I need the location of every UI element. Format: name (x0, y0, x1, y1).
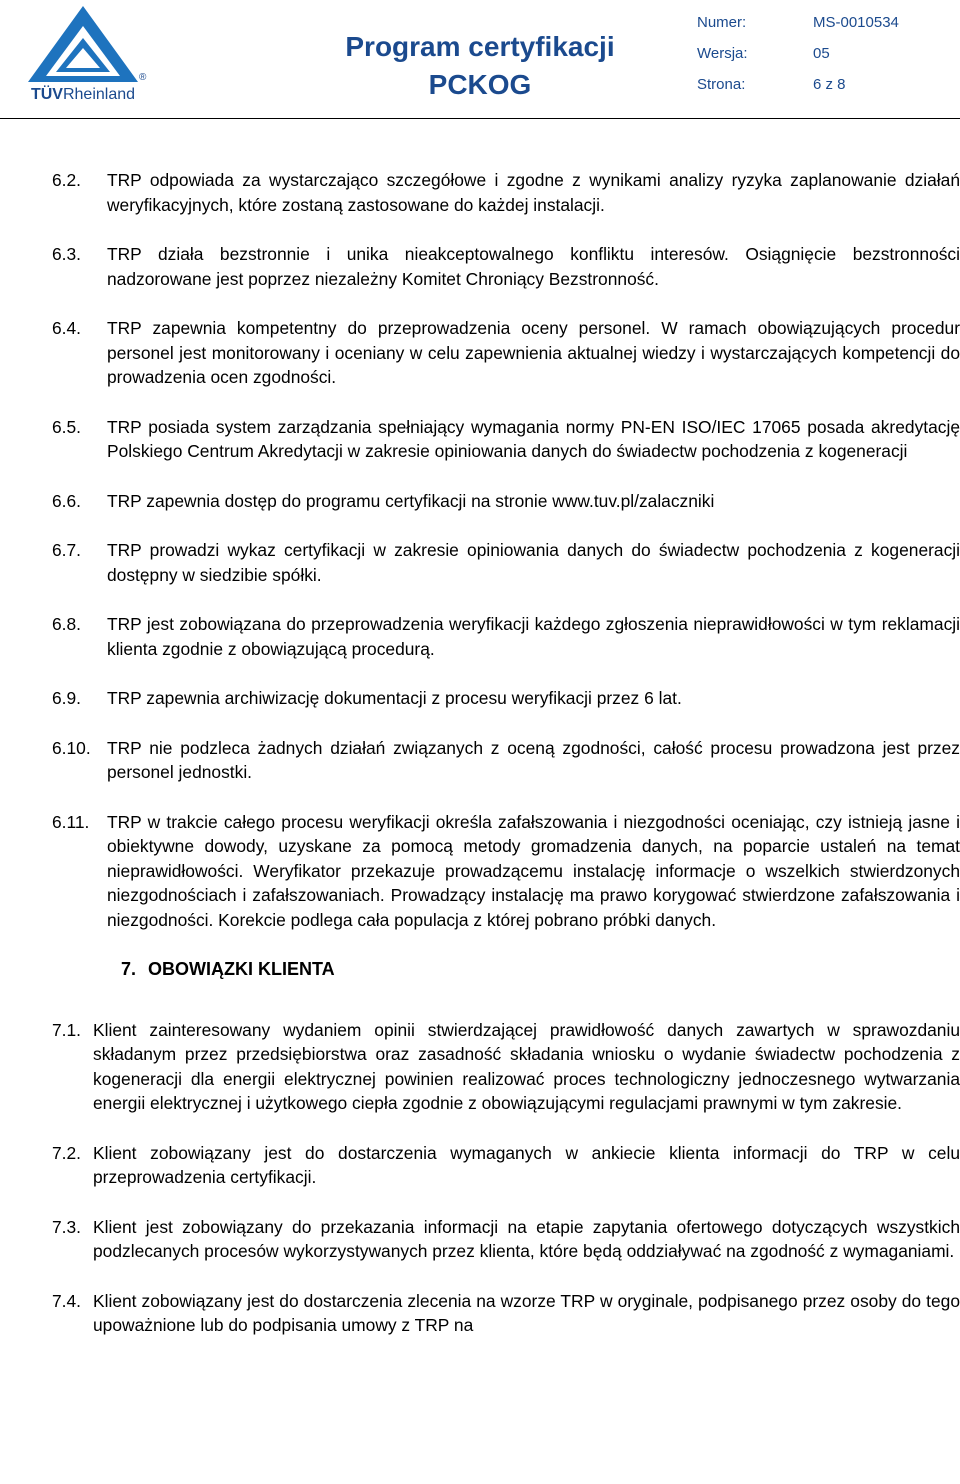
list-item (52, 1215, 960, 1264)
meta-value: 6 z 8 (813, 76, 846, 93)
meta-label: Wersja: (697, 45, 748, 62)
title-line-2: PCKOG (428, 69, 532, 100)
item-text: TRP prowadzi wykaz certyfikacji w zakresie opiniowania danych do świadectw pochodzenia z kogeneracji dostępny w siedzibie spółki. (107, 540, 960, 585)
item-number: 6.9. (52, 688, 82, 708)
item-text: Klient zainteresowany wydaniem opinii stwierdzającej prawidłowość danych zawartych w sprawozdaniu składanym przez przedsiębiorstwa oraz zasadność składania wniosku o wydanie świadectw pochodzenia z kogeneracji dla energii elektrycznej powinien realizować proces technologiczny jednoczesnego wytwarzania energii elektrycznej i użytkowego ciepła zgodnie z obowiązującymi regulacjami prawnymi w tym zakresie. (93, 1019, 960, 1113)
meta-value: MS-0010534 (813, 14, 899, 31)
document-body (52, 168, 960, 1363)
item-text: Klient jest zobowiązany do przekazania informacji na etapie zapytania ofertowego dotyczących wszystkich podzlecanych procesów wykorzystywanych przez klienta, które będą oddziaływać na zgodność z wymaganiami. (93, 1216, 960, 1261)
item-number: 6.2. (52, 170, 82, 190)
meta-row-number (697, 10, 960, 41)
item-number: 6.5. (52, 416, 82, 437)
list-item (52, 415, 960, 464)
meta-label: Numer: (697, 14, 747, 31)
meta-value: 05 (813, 45, 830, 62)
item-text: TRP posiada system zarządzania spełniający wymagania normy PN-EN ISO/IEC 17065 posada akredytację Polskiego Centrum Akredytacji w zakresie opiniowania danych do świadectw pochodzenia z kogeneracji (107, 416, 960, 461)
section-6-list (52, 168, 960, 932)
item-text: TRP jest zobowiązana do przeprowadzenia weryfikacji każdego zgłoszenia nieprawidłowości w tym reklamacji klienta zgodnie z obowiązującą procedurą. (107, 614, 960, 659)
item-number: 6.10. (52, 737, 91, 758)
item-number: 7.4. (52, 1290, 82, 1311)
list-item (52, 316, 960, 390)
item-text: TRP zapewnia dostęp do programu certyfikacji na stronie www.tuv.pl/zalaczniki (107, 490, 715, 511)
section-title: OBOWIĄZKI KLIENTA (148, 959, 335, 979)
list-item (52, 810, 960, 933)
registered-mark: ® (139, 72, 147, 83)
page-header (0, 0, 960, 119)
item-number: 6.4. (52, 318, 82, 338)
list-item (52, 168, 960, 217)
item-text: TRP odpowiada za wystarczająco szczegółowe i zgodne z wynikami analizy ryzyka zaplanowanie działań weryfikacyjnych, które zostaną zastosowane do każdej instalacji. (107, 170, 960, 215)
section-number: 7. (121, 959, 137, 979)
title-line-1: Program certyfikacji (345, 31, 615, 62)
list-item (52, 612, 960, 661)
list-item (52, 686, 960, 711)
triangle-logo-icon (20, 4, 146, 86)
item-text: Klient zobowiązany jest do dostarczenia zlecenia na wzorze TRP w oryginale, podpisanego przez osoby do tego upoważnione lub do podpisania umowy z TRP na (93, 1290, 960, 1335)
list-item (52, 1018, 960, 1116)
list-item (52, 1141, 960, 1190)
section-7-list (52, 1018, 960, 1338)
list-item (52, 538, 960, 587)
item-text: TRP w trakcie całego procesu weryfikacji określa zafałszowania i niezgodności oceniając, czy istnieją jasne i obiektywne dowody, uzyskane za pomocą metody gromadzenia danych, na poparcie ustaleń na temat nieprawidłowości. Weryfikator przekazuje prowadzącemu instalację informacje o wszelkich stwierdzonych niezgodnościach i zafałszowaniach. Prowadzący instalację ma prawo korygować stwierdzone zafałszowania i niezgodności. Korekcie podlega cała populacja z której pobrano próbki danych. (107, 811, 960, 930)
list-item (52, 736, 960, 785)
list-item (52, 242, 960, 291)
meta-row-version (697, 41, 960, 72)
item-number: 6.8. (52, 614, 82, 634)
item-text: Klient zobowiązany jest do dostarczenia wymaganych w ankiecie klienta informacji do TRP w celu przeprowadzenia certyfikacji. (93, 1142, 960, 1187)
document-meta (697, 10, 960, 103)
section-heading-7 (52, 957, 960, 982)
document-title (310, 28, 650, 104)
item-text: TRP działa bezstronnie i unika nieakceptowalnego konfliktu interesów. Osiągnięcie bezstronności nadzorowane jest poprzez niezależny Komitet Chroniący Bezstronność. (107, 244, 960, 289)
tuv-rheinland-logo (20, 4, 146, 110)
item-text: TRP zapewnia archiwizację dokumentacji z procesu weryfikacji przez 6 lat. (107, 688, 682, 708)
logo-wordmark: TÜVRheinland (30, 86, 136, 103)
item-number: 6.7. (52, 540, 82, 560)
item-number: 6.3. (52, 244, 82, 264)
item-text: TRP nie podzleca żadnych działań związanych z oceną zgodności, całość procesu prowadzona jest przez personel jednostki. (107, 737, 960, 782)
item-number: 6.11. (52, 811, 90, 832)
item-number: 7.3. (52, 1216, 82, 1237)
item-number: 6.6. (52, 490, 82, 511)
item-number: 7.2. (52, 1142, 82, 1163)
list-item (52, 489, 960, 514)
meta-row-page (697, 72, 960, 103)
item-text: TRP zapewnia kompetentny do przeprowadzenia oceny personel. W ramach obowiązujących procedur personel jest monitorowany i oceniany w celu zapewnienia aktualnej wiedzy i wystarczających kompetencji do prowadzenia ocen zgodności. (107, 318, 960, 387)
list-item (52, 1289, 960, 1338)
meta-label: Strona: (697, 76, 746, 93)
item-number: 7.1. (52, 1019, 82, 1040)
